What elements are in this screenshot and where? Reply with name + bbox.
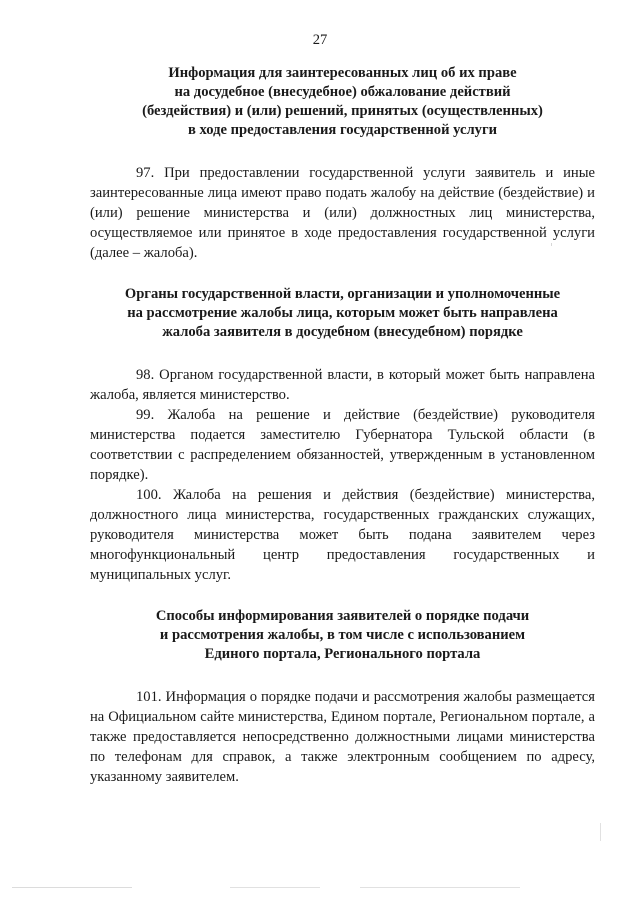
scan-artifact [551,243,552,246]
section-heading-appeal-right [90,64,595,140]
page-content [90,64,595,787]
heading-line: и рассмотрения жалобы, в том числе с использованием [159,627,526,643]
paragraph-99: 99. Жалоба на решение и действие (бездействие) руководителя министерства подается заместителю Губернатора Тульской области (в соответствии с распределением обязанностей, утвержденным в установленном порядке). [90,407,595,483]
heading-line: (бездействия) и (или) решений, принятых (осуществленных) [142,103,543,119]
heading-line: Единого портала, Регионального портала [204,646,481,662]
paragraph-97: 97. При предоставлении государственной услуги заявитель и иные заинтересованные лица имеют право подать жалобу на действие (бездействие) и (или) решение министерства и (или) должностных лиц министерства, осуществляемое или принятое в ходе предоставления государственной услуги (далее – жалоба). [90,165,595,261]
section-heading-appeal-bodies [90,285,595,342]
heading-line: Информация для заинтересованных лиц об их праве [168,65,517,81]
paragraph-101: 101. Информация о порядке подачи и рассмотрения жалобы размещается на Официальном сайте министерства, Едином портале, Региональном портале, а также предоставляется непосредственно должностными лицами министерства по телефонам для справок, а также электронным сообщением по адресу, указанному заявителем. [90,689,595,785]
heading-line: на досудебное (внесудебное) обжалование действий [174,84,511,100]
section-appeal-information [90,607,595,787]
paragraph-100: 100. Жалоба на решения и действия (бездействие) министерства, должностного лица министерства, государственных гражданских служащих, руководителя министерства может быть подана заявителем через многофункциональный центр предоставления государственных и муниципальных услуг. [90,487,595,583]
page-number: 27 [312,32,328,48]
section-heading-appeal-information [90,607,595,664]
heading-line: на рассмотрение жалобы лица, которым может быть направлена [127,305,558,321]
scan-artifact [360,887,520,888]
scan-artifact [12,887,132,888]
paragraph-98: 98. Органом государственной власти, в который может быть направлена жалоба, является министерство. [90,367,595,403]
heading-line: Способы информирования заявителей о порядке подачи [155,608,530,624]
heading-line: в ходе предоставления государственной услуги [187,122,498,138]
scan-artifact [230,887,320,888]
heading-line: Органы государственной власти, организации и уполномоченные [124,286,561,302]
section-appeal-right [90,64,595,263]
heading-line: жалоба заявителя в досудебном (внесудебном) порядке [162,324,523,340]
section-appeal-bodies [90,285,595,585]
scan-artifact [600,823,601,841]
